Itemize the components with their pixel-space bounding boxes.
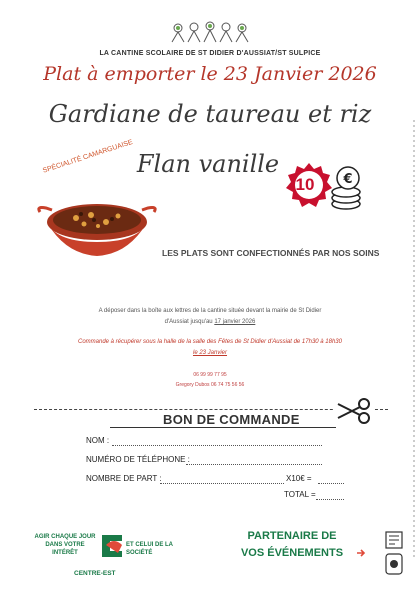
pickup-info [40, 337, 380, 359]
euro-coins-icon [326, 164, 366, 212]
total-input[interactable] [316, 491, 344, 500]
field-name-label: NOM : [86, 436, 110, 445]
order-form-title: BON DE COMMANDE [163, 412, 300, 427]
field-phone-input[interactable] [186, 456, 322, 465]
event-logo [383, 530, 405, 578]
field-portions-input[interactable] [160, 475, 284, 484]
partner-line2: VOS ÉVÉNEMENTS [240, 547, 344, 559]
slogan: LES PLATS SONT CONFECTIONNÉS PAR NOS SOINS [162, 248, 380, 258]
dish-main: Gardiane de taureau et riz [48, 100, 372, 128]
unit-price-label: X10€ = [286, 474, 312, 483]
title-underline [110, 427, 336, 428]
dish-picture [36, 198, 158, 260]
header-organizer: LA CANTINE SCOLAIRE DE ST DIDIER D'AUSSIAT/ST SULPICE [99, 50, 321, 57]
field-portions-label: NOMBRE DE PART : [86, 474, 162, 483]
instructions-line2: d'Aussiat jusqu'au 17 janvier 2026 [164, 319, 256, 325]
subtotal-input[interactable] [318, 475, 344, 484]
field-name-input[interactable] [112, 437, 322, 446]
school-logo [168, 18, 252, 46]
partner-message [218, 528, 366, 562]
total-label: TOTAL = [284, 490, 316, 499]
instructions-line1: A déposer dans la boîte aux lettres de la cantine située devant la mairie de St Didier [98, 308, 322, 314]
partner-line1: PARTENAIRE DE [247, 530, 337, 542]
arrow-icon [356, 548, 366, 558]
bank-slogan-right: ET CELUI DE LA SOCIÉTÉ [126, 542, 173, 556]
speciality-label: SPÉCIALITÉ CAMARGUAISE [42, 138, 134, 175]
contact-name-2: Gregory Dubos [175, 382, 210, 388]
field-phone-label: NUMÉRO DE TÉLÉPHONE : [86, 455, 190, 464]
pickup-line2: le 23 Janvier [192, 350, 228, 356]
pickup-line1: Commande à récupérer sous la halle de la salle des Fêtes de St Didier d'Aussiat de 17h30 à 18h30 [78, 339, 342, 345]
bank-region: CENTRE-EST [74, 570, 116, 577]
scissors-icon [334, 398, 374, 424]
contact-phone-2: 06 74 75 56 56 [210, 382, 245, 388]
page-title: Plat à emporter le 23 Janvier 2026 [43, 63, 377, 85]
instructions [40, 306, 380, 328]
deadline: 17 janvier 2026 [214, 319, 256, 325]
bank-logo [98, 531, 126, 561]
page-edge [410, 0, 420, 595]
contact-phone-1: 06 99 99 77 95 [193, 372, 227, 378]
contact-info [50, 370, 370, 390]
svg-text:€: € [343, 172, 353, 187]
bank-slogan-left: AGIR CHAQUE JOUR DANS VOTRE INTÉRÊT [34, 534, 96, 556]
price-value: 10 [295, 175, 315, 194]
dish-dessert: Flan vanille [136, 150, 280, 178]
